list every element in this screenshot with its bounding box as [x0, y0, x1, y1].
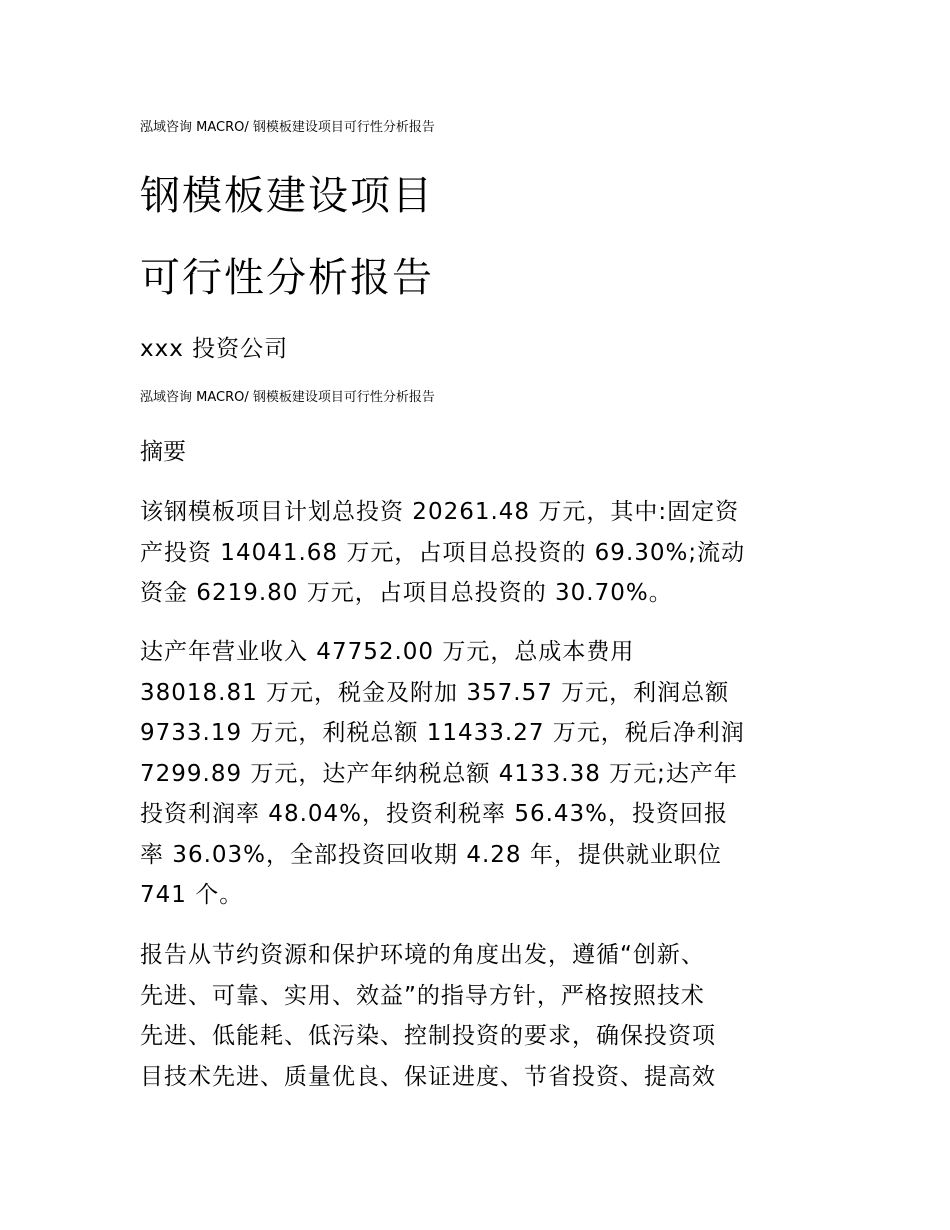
paragraph-line: 先进、低能耗、低污染、控制投资的要求，确保投资项 — [140, 1023, 716, 1049]
paragraph-line: 达产年营业收入 47752.00 万元，总成本费用 — [140, 639, 635, 665]
paragraph-line: 7299.89 万元，达产年纳税总额 4133.38 万元;达产年 — [140, 760, 738, 787]
paragraph-line: 报告从节约资源和保护环境的角度出发，遵循“创新、 — [140, 942, 705, 968]
paragraph-line: 产投资 14041.68 万元，占项目总投资的 69.30%;流动 — [140, 539, 746, 566]
abstract-paragraph-principles — [140, 935, 810, 1097]
abstract-paragraph-financials — [140, 632, 810, 916]
document-title-line-1: 钢模板建设项目 — [140, 173, 434, 219]
document-title-line-2: 可行性分析报告 — [140, 255, 434, 301]
abstract-heading: 摘要 — [140, 439, 186, 465]
paragraph-line: 741 个。 — [140, 882, 244, 908]
company-name: xxx 投资公司 — [140, 336, 289, 362]
paragraph-line: 投资利润率 48.04%，投资利税率 56.43%，投资回报 — [140, 801, 729, 827]
paragraph-line: 先进、可靠、实用、效益”的指导方针，严格按照技术 — [140, 982, 705, 1009]
abstract-paragraph-investment — [140, 492, 810, 614]
paragraph-line: 目技术先进、质量优良、保证进度、节省投资、提高效 — [140, 1063, 716, 1090]
running-header-repeat: 泓域咨询 MACRO/ 钢模板建设项目可行性分析报告 — [140, 390, 435, 405]
paragraph-line: 9733.19 万元，利税总额 11433.27 万元，税后净利润 — [140, 720, 745, 746]
running-header: 泓域咨询 MACRO/ 钢模板建设项目可行性分析报告 — [140, 120, 435, 135]
paragraph-line: 率 36.03%，全部投资回收期 4.28 年，提供就业职位 — [140, 841, 722, 868]
paragraph-line: 38018.81 万元，税金及附加 357.57 万元，利润总额 — [140, 679, 730, 706]
paragraph-line: 该钢模板项目计划总投资 20261.48 万元，其中:固定资 — [140, 499, 740, 525]
paragraph-line: 资金 6219.80 万元，占项目总投资的 30.70%。 — [140, 580, 673, 606]
